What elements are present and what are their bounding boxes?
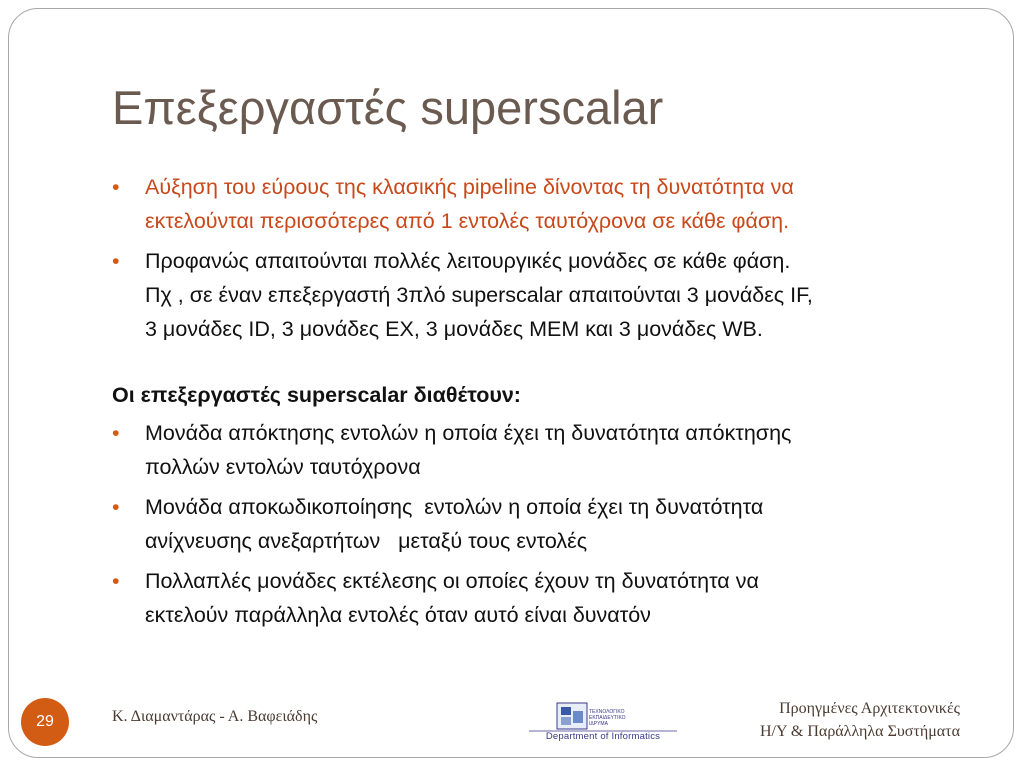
bullet-dot-icon: • [112, 569, 120, 593]
bullet-line: Μονάδα αποκωδικοποίησης εντολών η οποία έχει τη δυνατότητα [145, 495, 764, 519]
footer-course-line: Προηγμένες Αρχιτεκτονικές [779, 700, 960, 717]
bullet-item [112, 490, 972, 558]
bullet-line: 3 μονάδες ID, 3 μονάδες EX, 3 μονάδες MEM και 3 μονάδες WB. [145, 317, 763, 341]
page-number-badge: 29 [21, 698, 69, 746]
bullet-text [145, 490, 972, 558]
footer-course [760, 697, 960, 743]
bullet-item [112, 416, 972, 484]
bullet-dot-icon: • [112, 421, 120, 445]
svg-text:ΙΔΡΥΜΑ: ΙΔΡΥΜΑ [589, 721, 608, 727]
slide-title: Επεξεργαστές superscalar [112, 81, 664, 134]
bullet-line: ανίχνευσης ανεξαρτήτων μεταξύ τους εντολές [145, 529, 588, 553]
footer-authors: Κ. Διαμαντάρας - Α. Βαφειάδης [112, 708, 318, 725]
bullet-dot-icon: • [112, 175, 120, 199]
bullet-line: Αύξηση του εύρους της κλασικής pipeline δίνοντας τη δυνατότητα να [145, 175, 794, 199]
section-subheading: Οι επεξεργαστές superscalar διαθέτουν: [112, 383, 521, 407]
bullet-text [145, 416, 972, 484]
bullet-item [112, 170, 972, 238]
bullet-text [145, 170, 972, 238]
bullet-item [112, 564, 972, 632]
bullet-line: Μονάδα απόκτησης εντολών η οποία έχει τη δυνατότητα απόκτησης [145, 421, 792, 445]
bullet-line: Πολλαπλές μονάδες εκτέλεσης οι οποίες έχουν τη δυνατότητα να [145, 569, 759, 593]
bullet-line: εκτελούν παράλληλα εντολές όταν αυτό είναι δυνατόν [145, 603, 651, 627]
bullet-item [112, 244, 972, 346]
svg-text:ΕΚΠΑΙΔΕΥΤΙΚΟ: ΕΚΠΑΙΔΕΥΤΙΚΟ [589, 715, 626, 721]
bullet-dot-icon: • [112, 249, 120, 273]
bullet-dot-icon: • [112, 495, 120, 519]
bullet-line: Πχ , σε έναν επεξεργαστή 3πλό superscalar απαιτούνται 3 μονάδες IF, [145, 283, 813, 307]
bullet-line: εκτελούνται περισσότερες από 1 εντολές ταυτόχρονα σε κάθε φάση. [145, 209, 790, 233]
bullet-line: πολλών εντολών ταυτόχρονα [145, 455, 421, 479]
footer-course-line: Η/Υ & Παράλληλα Συστήματα [759, 723, 960, 740]
bullet-text [145, 244, 972, 346]
logo-caption: Department of Informatics [545, 731, 661, 742]
bullet-line: Προφανώς απαιτούνται πολλές λειτουργικές μονάδες σε κάθε φάση. [145, 249, 791, 273]
slide-body [112, 170, 972, 638]
svg-text:ΤΕΧΝΟΛΟΓΙΚΟ: ΤΕΧΝΟΛΟΓΙΚΟ [589, 709, 625, 715]
bullet-text [145, 564, 972, 632]
